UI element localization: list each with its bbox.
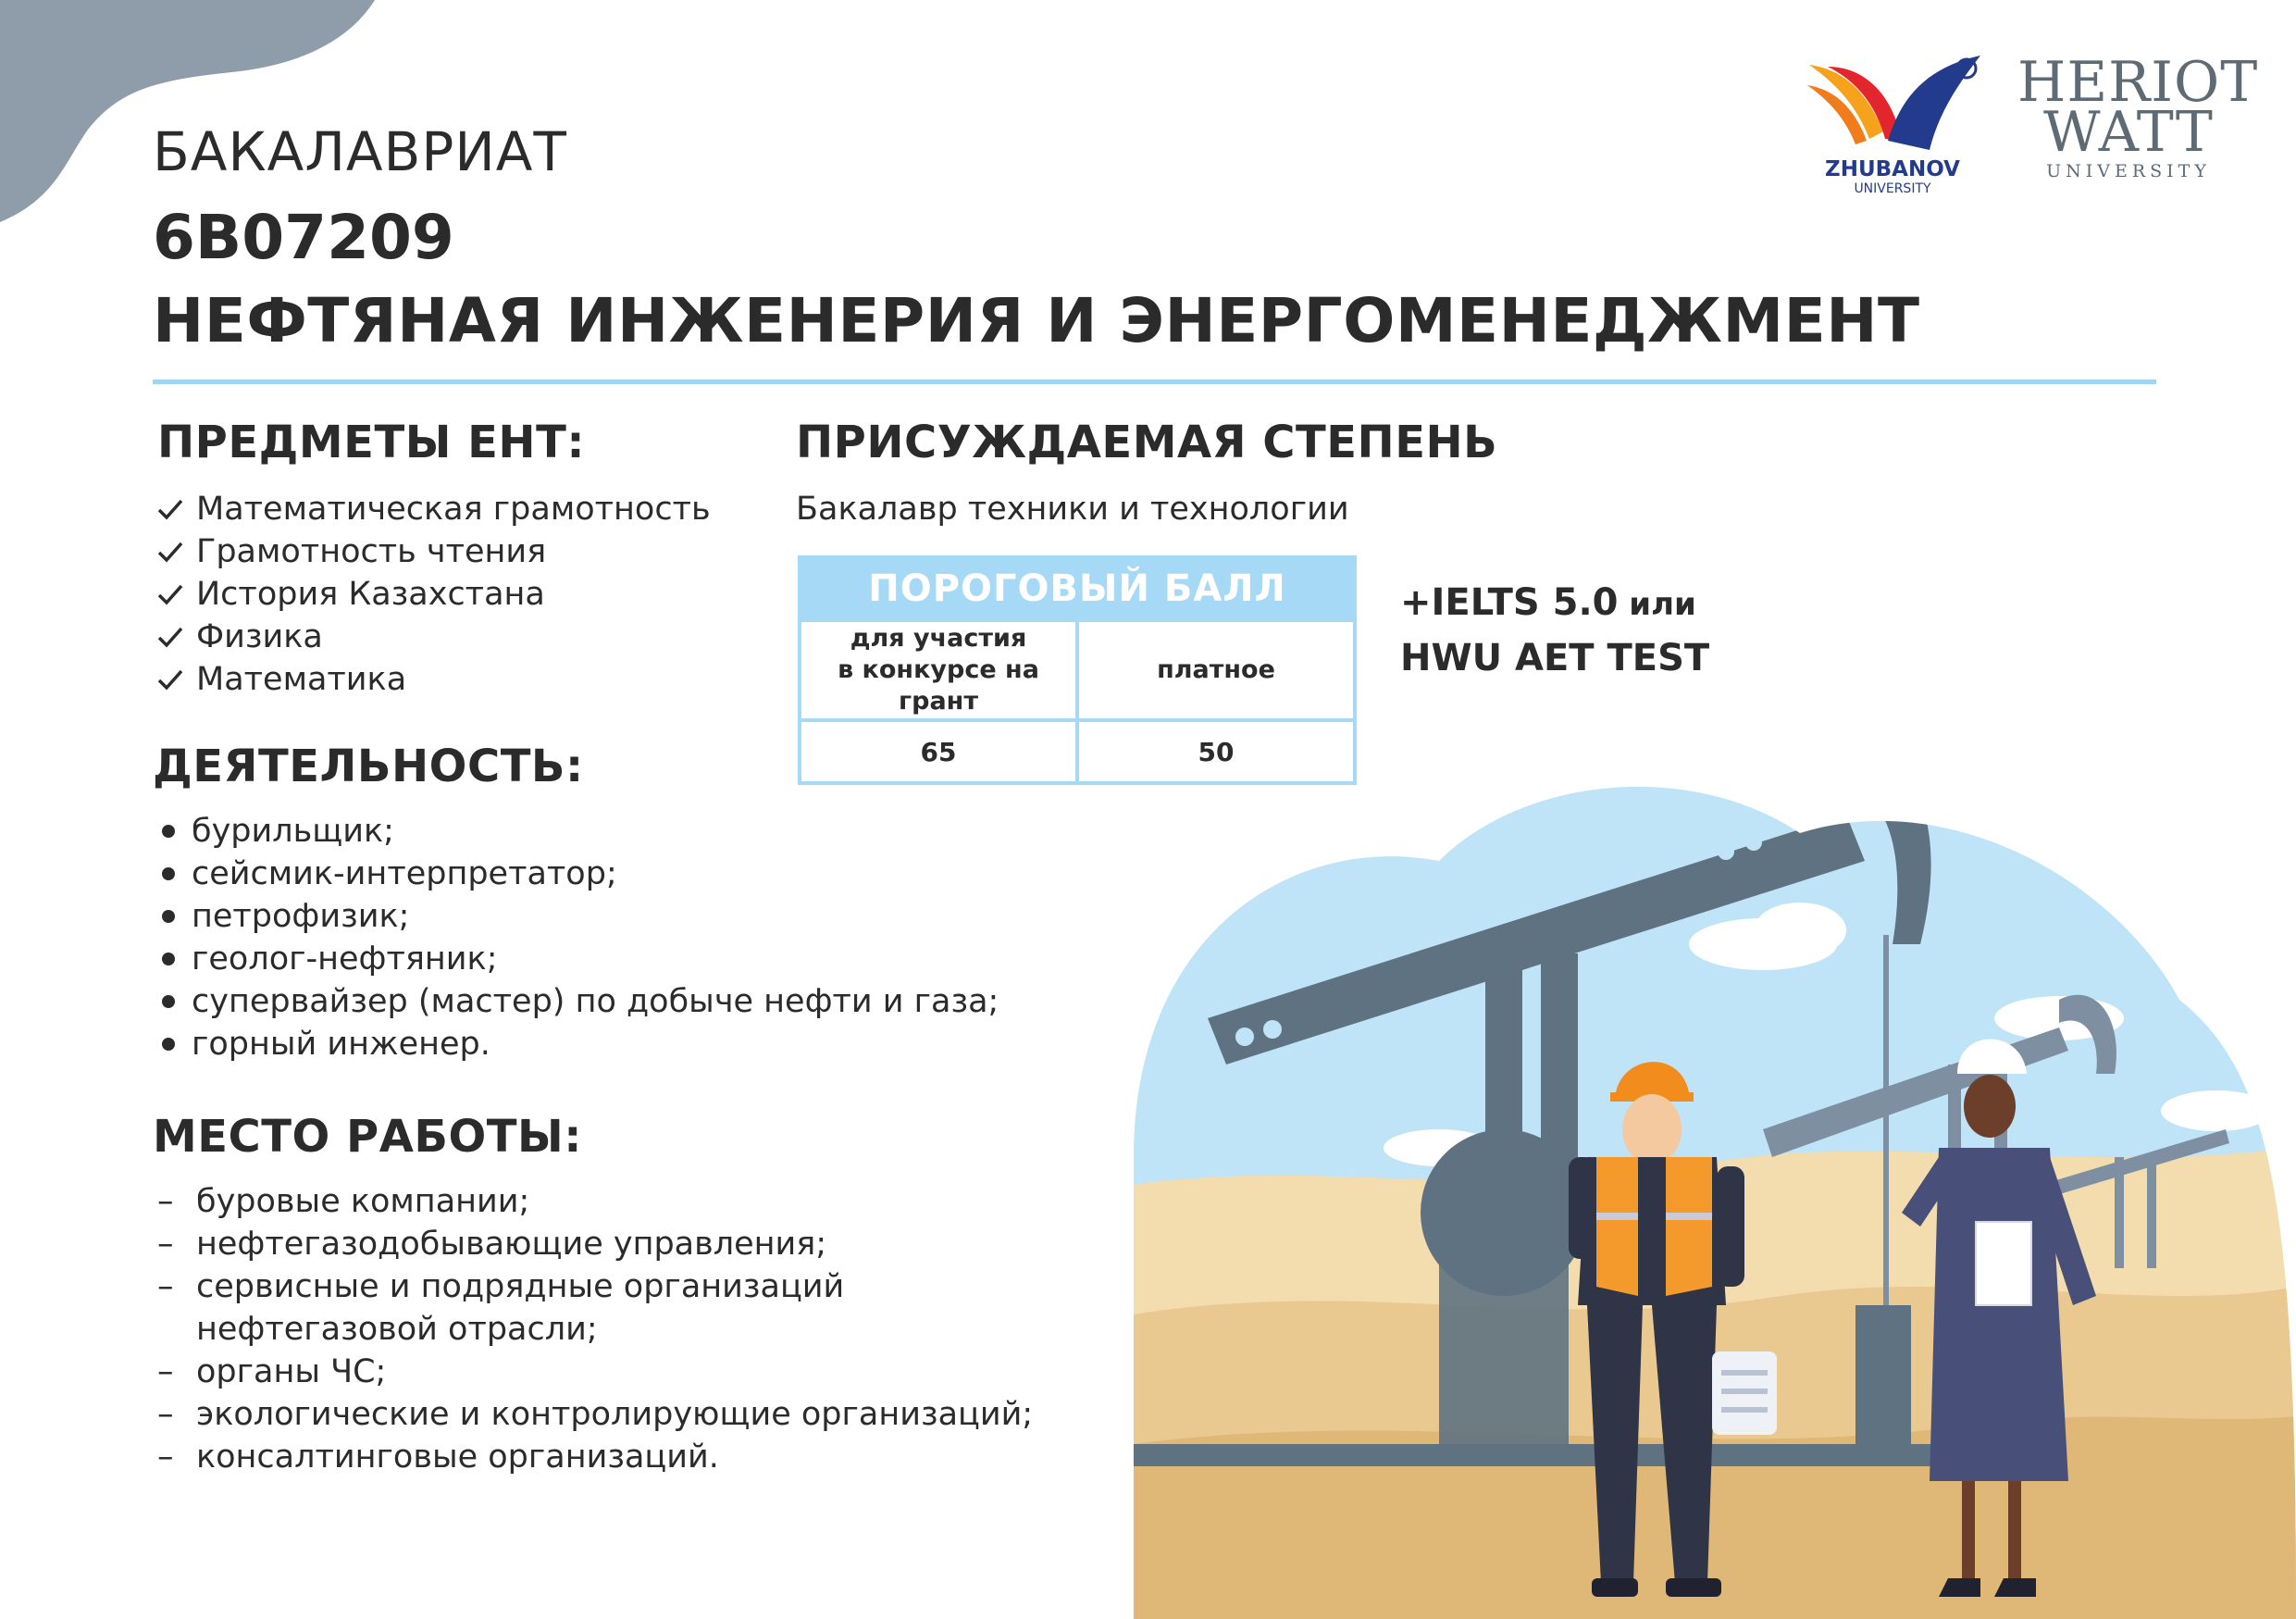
dash-icon: – — [157, 1268, 174, 1305]
list-item — [157, 530, 711, 573]
workplace-label: нефтегазодобывающие управления; — [196, 1226, 827, 1263]
list-item — [153, 1023, 999, 1065]
program-level: БАКАЛАВРИАТ — [153, 120, 567, 183]
check-icon — [157, 498, 196, 520]
workplace-label: экологические и контролирующие организаций; — [196, 1396, 1034, 1433]
ent-subject-label: Математика — [196, 661, 407, 698]
list-item — [153, 853, 999, 895]
paid-column-header: платное — [1077, 620, 1355, 720]
hwu-aet-test: HWU AET TEST — [1400, 637, 1710, 679]
check-icon — [157, 541, 196, 563]
degree-title: ПРИСУЖДАЕМАЯ СТЕПЕНЬ — [796, 417, 1498, 468]
list-item — [153, 938, 999, 980]
ent-subjects-title: ПРЕДМЕТЫ ЕНТ: — [157, 417, 586, 468]
ent-subject-label: Физика — [196, 618, 323, 655]
workplace-label: органы ЧС; — [196, 1353, 387, 1390]
list-item — [157, 1351, 1033, 1393]
list-item — [153, 895, 999, 938]
zhubanov-logo-sub: UNIVERSITY — [1854, 181, 1931, 196]
threshold-table-title: ПОРОГОВЫЙ БАЛЛ — [800, 557, 1355, 620]
list-item — [157, 616, 711, 658]
dash-icon: – — [157, 1396, 174, 1433]
list-item — [153, 980, 999, 1023]
dash-icon: – — [157, 1438, 174, 1476]
paid-score-value: 50 — [1077, 720, 1355, 783]
workplace-label: буровые компании; — [196, 1183, 530, 1220]
list-item — [157, 1393, 1033, 1436]
ent-subject-label: История Казахстана — [196, 576, 545, 613]
list-item — [157, 573, 711, 616]
oil-field-illustration — [1134, 722, 2296, 1619]
bullet-icon — [162, 867, 175, 880]
dash-icon: – — [157, 1226, 174, 1263]
workplace-list — [157, 1180, 1033, 1478]
grant-column-line1: для участия — [850, 624, 1027, 653]
program-title: НЕФТЯНАЯ ИНЖЕНЕРИЯ И ЭНЕРГОМЕНЕДЖМЕНТ — [153, 285, 1920, 356]
activity-title: ДЕЯТЕЛЬНОСТЬ: — [153, 741, 584, 792]
ent-subjects-list — [157, 488, 711, 701]
list-item — [157, 1180, 1033, 1223]
list-item — [157, 488, 711, 530]
activity-label: геолог-нефтяник; — [192, 940, 498, 978]
grant-score-value: 65 — [800, 720, 1077, 783]
check-icon — [157, 583, 196, 605]
workplace-title: МЕСТО РАБОТЫ: — [153, 1111, 582, 1163]
header-divider — [153, 380, 2156, 384]
list-item — [157, 658, 711, 701]
bullet-icon — [162, 1038, 175, 1051]
activity-label: супервайзер (мастер) по добыче нефти и газа; — [192, 983, 999, 1020]
language-requirement — [1400, 576, 1709, 685]
activity-label: петрофизик; — [192, 898, 410, 935]
list-item — [157, 1265, 1033, 1308]
activity-label: сейсмик-интерпретатор; — [192, 855, 617, 892]
activity-label: горный инженер. — [192, 1026, 490, 1063]
hw-logo-line1: HERIOT — [2017, 50, 2259, 115]
workplace-label: консалтинговые организаций. — [196, 1438, 719, 1476]
bullet-icon — [162, 953, 175, 965]
dash-icon: – — [157, 1183, 174, 1220]
heriot-watt-university-logo — [2017, 50, 2259, 181]
ent-subject-label: Математическая грамотность — [196, 491, 711, 528]
hw-logo-sub: UNIVERSITY — [2046, 161, 2211, 181]
list-item — [157, 1308, 1033, 1351]
workplace-label: нефтегазовой отрасли; — [196, 1311, 598, 1348]
zhubanov-university-logo — [1800, 48, 1985, 200]
activity-list — [153, 810, 999, 1065]
program-code: 6B07209 — [153, 202, 454, 273]
dash-icon: – — [157, 1353, 174, 1390]
grant-column-line2: в конкурсе на грант — [838, 655, 1039, 716]
check-icon — [157, 626, 196, 648]
list-item — [157, 1436, 1033, 1478]
ielts-score: +IELTS 5.0 — [1400, 581, 1619, 624]
list-item — [157, 1223, 1033, 1265]
grant-column-header — [800, 620, 1077, 720]
list-item — [153, 810, 999, 853]
decorative-blob — [0, 0, 389, 231]
bullet-icon — [162, 825, 175, 838]
activity-label: бурильщик; — [192, 813, 394, 850]
bullet-icon — [162, 995, 175, 1008]
ielts-or: или — [1618, 586, 1696, 623]
hw-logo-line2: WATT — [2043, 100, 2214, 165]
check-icon — [157, 668, 196, 691]
bullet-icon — [162, 910, 175, 923]
workplace-label: сервисные и подрядные организаций — [196, 1268, 845, 1305]
degree-value: Бакалавр техники и технологии — [796, 491, 1349, 528]
zhubanov-logo-name: ZHUBANOV — [1825, 157, 1960, 181]
ent-subject-label: Грамотность чтения — [196, 533, 547, 570]
